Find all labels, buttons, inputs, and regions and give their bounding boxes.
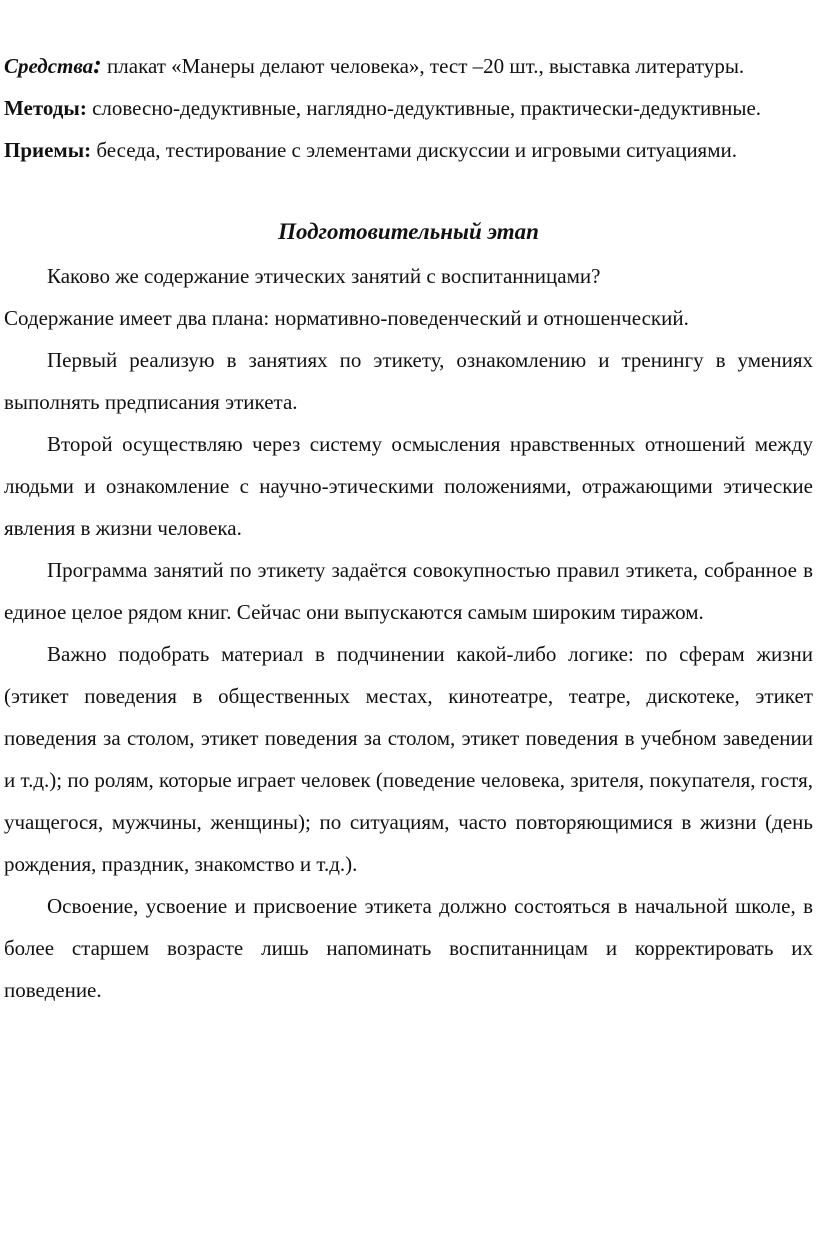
body-paragraph: Второй осуществляю через систему осмысления нравственных отношений между людьми и ознакомление с научно-этическими положениями, отражающими этические явления в жизни человека. xyxy=(4,432,813,540)
body-paragraph: Освоение, усвоение и присвоение этикета должно состояться в начальной школе, в более старшем возрасте лишь напоминать воспитанницам и корректировать их поведение. xyxy=(4,894,813,1002)
means-paragraph xyxy=(4,44,813,87)
body-paragraph: Содержание имеет два плана: нормативно-поведенческий и отношенческий. xyxy=(4,306,689,330)
body-paragraph: Программа занятий по этикету задаётся совокупностью правил этикета, собранное в единое целое рядом книг. Сейчас они выпускаются самым широким тиражом. xyxy=(4,558,813,624)
means-colon: : xyxy=(93,50,102,79)
section-heading: Подготовительный этап xyxy=(278,219,539,244)
body-paragraph: Важно подобрать материал в подчинении какой-либо логике: по сферам жизни (этикет поведения в общественных местах, кинотеатре, театре, дискотеке, этикет поведения за столом, этикет поведения за столом, этикет поведения в учебном заведении и т.д.); по ролям, которые играет человек (поведение человека, зрителя, покупателя, гостя, учащегося, мужчины, женщины); по ситуациям, часто повторяющимися в жизни (день рождения, праздник, знакомство и т.д.). xyxy=(4,642,813,876)
body-paragraph: Первый реализую в занятиях по этикету, ознакомлению и тренингу в умениях выполнять предписания этикета. xyxy=(4,348,813,414)
means-text: плакат «Манеры делают человека», тест –20 шт., выставка литературы. xyxy=(101,54,745,78)
techniques-label: Приемы: xyxy=(4,138,92,162)
methods-paragraph xyxy=(4,87,813,129)
methods-text: словесно-дедуктивные, наглядно-дедуктивные, практически-дедуктивные. xyxy=(86,96,762,120)
techniques-paragraph xyxy=(4,129,813,171)
techniques-text: беседа, тестирование с элементами дискуссии и игровыми ситуациями. xyxy=(91,138,737,162)
body-paragraph: Каково же содержание этических занятий с воспитанницами? xyxy=(47,264,601,288)
means-label: Средства xyxy=(4,54,94,78)
methods-label: Методы: xyxy=(4,96,87,120)
